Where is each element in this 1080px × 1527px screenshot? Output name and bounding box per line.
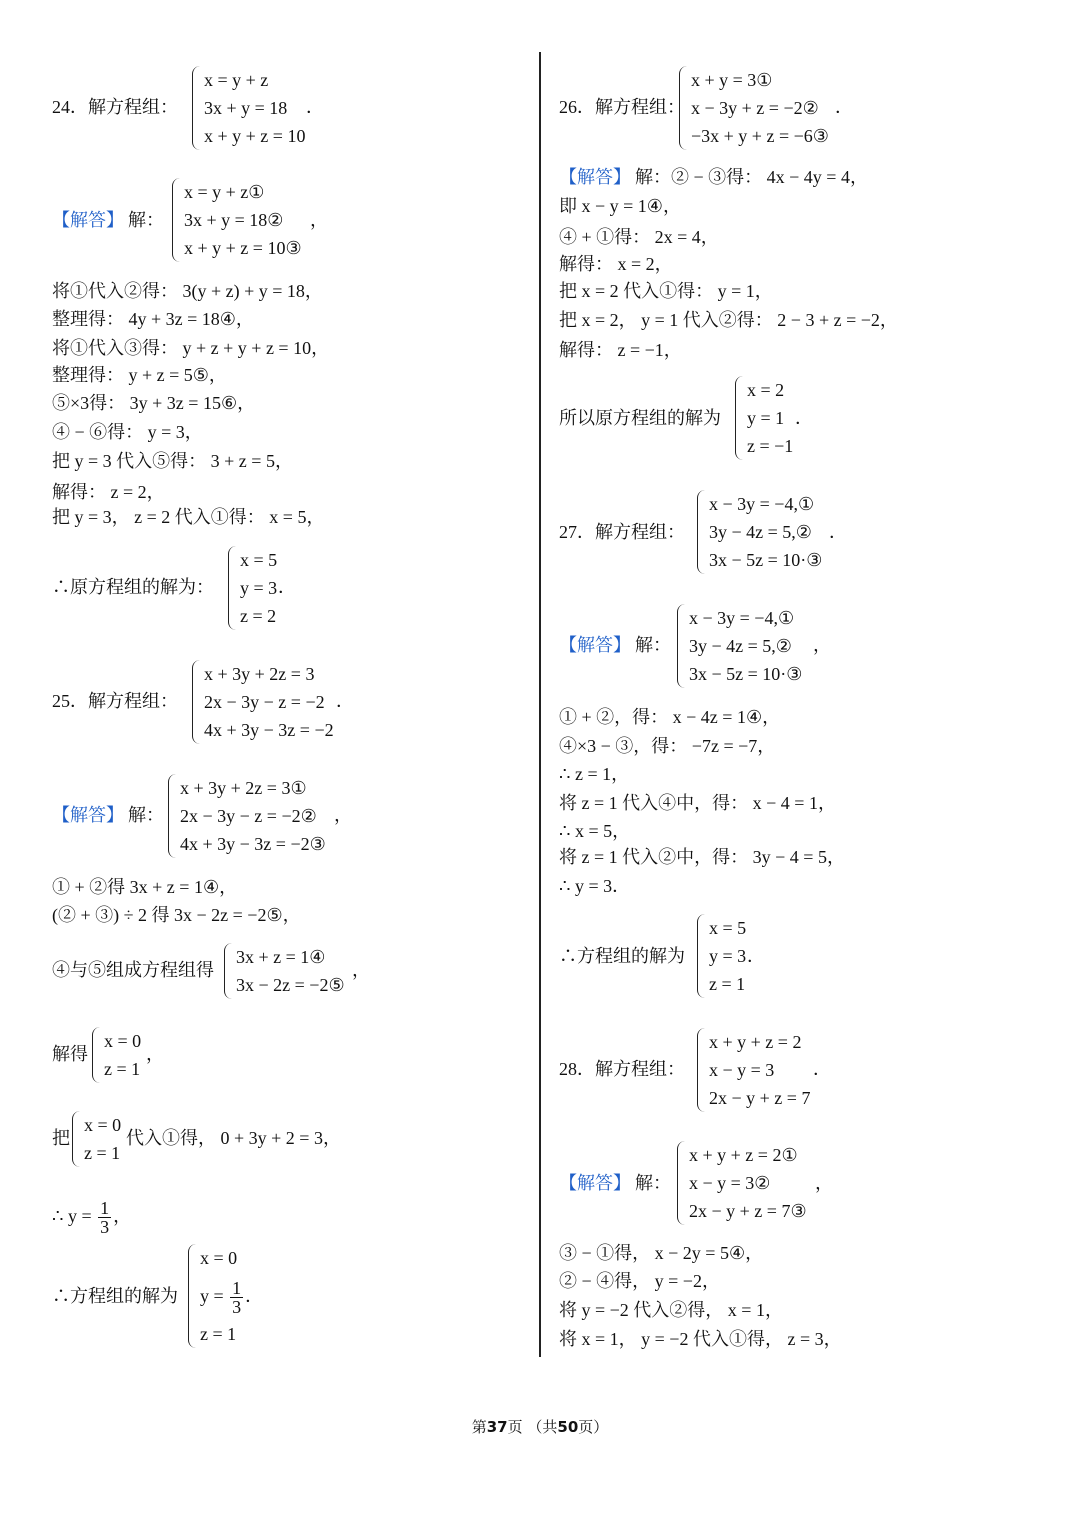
punct: ， <box>815 1173 833 1193</box>
step-line: 整理得： y + z = 5⑤， <box>52 365 227 385</box>
eq-row: x = 0 <box>200 1248 238 1268</box>
step-line: ⑤×3得： 3y + 3z = 15⑥， <box>52 393 256 413</box>
footer-mid: 页 （共 <box>507 1418 558 1436</box>
step-line: 将①代入②得： 3(y + z) + y = 18， <box>52 281 323 301</box>
step-line: 将①代入③得： y + z + y + z = 10， <box>52 338 330 358</box>
y-prefix: ∴ y = <box>52 1206 92 1226</box>
numerator: 1 <box>232 1278 242 1299</box>
step-line: 将 x = 1， y = −2 代入①得， z = 3， <box>559 1329 842 1349</box>
step-line: 将 z = 1 代入②中，得： 3y − 4 = 5， <box>559 847 845 867</box>
punct: ． <box>813 1059 831 1079</box>
footer-pre: 第 <box>471 1418 487 1436</box>
step-line: ① + ②得 3x + z = 1④， <box>52 877 238 897</box>
punct: ， <box>310 210 328 230</box>
numerator: 1 <box>100 1198 110 1219</box>
eq-row: x + y + z = 2① <box>689 1145 798 1165</box>
brace <box>92 1027 103 1083</box>
eq-row: x − 3y + z = −2② <box>691 98 819 118</box>
step-line: 把 x = 2 代入①得： y = 1， <box>559 281 773 301</box>
eq-row: z = −1 <box>747 436 794 456</box>
brace <box>168 774 179 858</box>
punct: ． <box>835 97 853 117</box>
punct: ． <box>278 577 296 597</box>
page-number: 37 <box>486 1418 508 1436</box>
step-line: 把 y = 3， z = 2 代入①得： x = 5， <box>52 507 325 527</box>
answer-tag: 【解答】 <box>559 167 631 187</box>
sub-label: 把 <box>52 1128 70 1148</box>
punct: ， <box>334 805 352 825</box>
problem-24-label: 24．解方程组： <box>52 97 178 117</box>
page-footer <box>0 1416 1080 1437</box>
eq-row: 4x + 3y − 3z = −2③ <box>180 834 326 854</box>
punct: ． <box>245 1286 264 1306</box>
answer-label: 解： <box>635 1173 671 1193</box>
eq-row: z = 1 <box>200 1324 237 1344</box>
answer-tag: 【解答】 <box>52 805 124 825</box>
step-line: ∴ y = 3． <box>559 876 631 896</box>
brace <box>72 1111 83 1167</box>
eq-prefix: y = <box>200 1286 224 1306</box>
result-label: ∴方程组的解为 <box>559 946 685 966</box>
step-line: 解得： z = −1， <box>559 340 682 360</box>
punct: ． <box>795 408 813 428</box>
punct: ， <box>146 1044 164 1064</box>
step-line: 解得： z = 2， <box>52 482 165 502</box>
answer-tag: 【解答】 <box>559 1173 631 1193</box>
problem-26-label: 26．解方程组： <box>559 97 685 117</box>
eq-row: x = 0 <box>84 1115 122 1135</box>
eq-row: x = 2 <box>747 380 785 400</box>
eq-row: x − 3y = −4,① <box>689 608 795 628</box>
eq-row: 2x − 3y − z = −2② <box>180 806 317 826</box>
fraction <box>230 1279 243 1316</box>
eq-row: y = 3 <box>240 578 278 598</box>
result-label: 所以原方程组的解为 <box>559 408 721 428</box>
eq-row: x + y + z = 10③ <box>184 238 302 258</box>
step-line: 把 y = 3 代入⑤得： 3 + z = 5， <box>52 451 293 471</box>
problem-25-label: 25．解方程组： <box>52 691 178 711</box>
problem-28-label: 28．解方程组： <box>559 1059 685 1079</box>
step-line: ② − ④得， y = −2， <box>559 1271 720 1291</box>
step-line: 整理得： 4y + 3z = 18④， <box>52 309 254 329</box>
step-line: (② + ③) ÷ 2 得 3x − 2z = −2⑤， <box>52 905 301 925</box>
brace <box>735 376 746 460</box>
eq-row: x + y + z = 10 <box>204 126 306 146</box>
footer-post: 页） <box>578 1418 609 1436</box>
eq-row: 3x − 5z = 10·③ <box>689 664 803 684</box>
punct: ， <box>813 635 831 655</box>
brace <box>192 66 203 150</box>
eq-row: −3x + y + z = −6③ <box>691 126 829 146</box>
eq-row: 3y − 4z = 5,② <box>709 522 812 542</box>
eq-row: 2x − y + z = 7 <box>709 1088 811 1108</box>
eq-row <box>200 1276 263 1316</box>
sub-tail: 代入①得， 0 + 3y + 2 = 3， <box>126 1128 341 1148</box>
result-label: ∴方程组的解为 <box>52 1286 178 1306</box>
answer-tag: 【解答】 <box>559 635 631 655</box>
punct: ， <box>352 960 370 980</box>
denominator: 3 <box>232 1297 242 1318</box>
answer-label: 解： <box>128 805 164 825</box>
step-line: 解：② − ③得： 4x − 4y = 4， <box>635 167 868 187</box>
brace <box>172 178 183 262</box>
eq-row: y = 1 <box>747 408 785 428</box>
step-line: ④ + ①得： 2x = 4， <box>559 227 719 247</box>
brace <box>697 490 708 574</box>
brace <box>677 1141 688 1225</box>
eq-row: 3y − 4z = 5,② <box>689 636 792 656</box>
brace <box>679 66 690 150</box>
eq-row: x + y = 3① <box>691 70 773 90</box>
eq-row: z = 2 <box>240 606 277 626</box>
brace <box>224 943 235 999</box>
step-line: ④ − ⑥得： y = 3， <box>52 422 203 442</box>
punct: ． <box>306 97 324 117</box>
page-total: 50 <box>557 1418 579 1436</box>
eq-row: 3x + y = 18 <box>204 98 288 118</box>
eq-row: 3x − 5z = 10·③ <box>709 550 823 570</box>
step-line: ∴ z = 1， <box>559 764 630 784</box>
column-divider <box>539 52 541 1357</box>
eq-row: x = y + z① <box>184 182 265 202</box>
eq-row: x = 5 <box>709 918 747 938</box>
punct: ． <box>747 946 765 966</box>
step-line: ④×3 − ③，得： −7z = −7， <box>559 736 776 756</box>
eq-row: 2x − y + z = 7③ <box>689 1201 807 1221</box>
eq-row: x + 3y + 2z = 3① <box>180 778 307 798</box>
eq-row: x = 5 <box>240 550 278 570</box>
eq-row: 4x + 3y − 3z = −2 <box>204 720 334 740</box>
eq-row: y = 3 <box>709 946 747 966</box>
eq-row: x − 3y = −4,① <box>709 494 815 514</box>
combine-label: ④与⑤组成方程组得 <box>52 960 214 980</box>
brace <box>697 914 708 998</box>
denominator: 3 <box>100 1217 110 1238</box>
eq-row: x = 0 <box>104 1031 142 1051</box>
punct: ． <box>336 691 354 711</box>
brace <box>188 1244 199 1348</box>
step-line: ① + ②，得： x − 4z = 1④， <box>559 707 781 727</box>
brace <box>697 1028 708 1112</box>
y-value-line <box>52 1196 131 1236</box>
answer-label: 解： <box>635 635 671 655</box>
step-line: ③ − ①得， x − 2y = 5④， <box>559 1243 764 1263</box>
fraction <box>98 1199 111 1236</box>
answer-tag: 【解答】 <box>52 210 124 230</box>
eq-row: 2x − 3y − z = −2 <box>204 692 325 712</box>
problem-27-label: 27．解方程组： <box>559 522 685 542</box>
punct: ． <box>829 522 847 542</box>
step-line: 把 x = 2， y = 1 代入②得： 2 − 3 + z = −2， <box>559 310 898 330</box>
eq-row: z = 1 <box>84 1143 121 1163</box>
eq-row: 3x + y = 18② <box>184 210 284 230</box>
punct: ， <box>113 1206 132 1226</box>
eq-row: x − y = 3 <box>709 1060 775 1080</box>
eq-row: 3x − 2z = −2⑤ <box>236 975 345 995</box>
eq-row: 3x + z = 1④ <box>236 947 326 967</box>
step-line: 将 z = 1 代入④中，得： x − 4 = 1， <box>559 793 836 813</box>
step-line: 解得： x = 2， <box>559 254 673 274</box>
brace <box>192 660 203 744</box>
eq-row: x + 3y + 2z = 3 <box>204 664 315 684</box>
eq-row: x − y = 3② <box>689 1173 771 1193</box>
step-line: 即 x − y = 1④， <box>559 196 681 216</box>
eq-row: z = 1 <box>709 974 746 994</box>
eq-row: x = y + z <box>204 70 269 90</box>
eq-row: x + y + z = 2 <box>709 1032 802 1052</box>
brace <box>677 604 688 688</box>
result-label: ∴原方程组的解为： <box>52 577 214 597</box>
brace <box>228 546 239 630</box>
solve-label: 解得 <box>52 1044 88 1064</box>
eq-row: z = 1 <box>104 1059 141 1079</box>
answer-label: 解： <box>128 210 164 230</box>
step-line: ∴ x = 5， <box>559 821 631 841</box>
step-line: 将 y = −2 代入②得， x = 1， <box>559 1300 783 1320</box>
